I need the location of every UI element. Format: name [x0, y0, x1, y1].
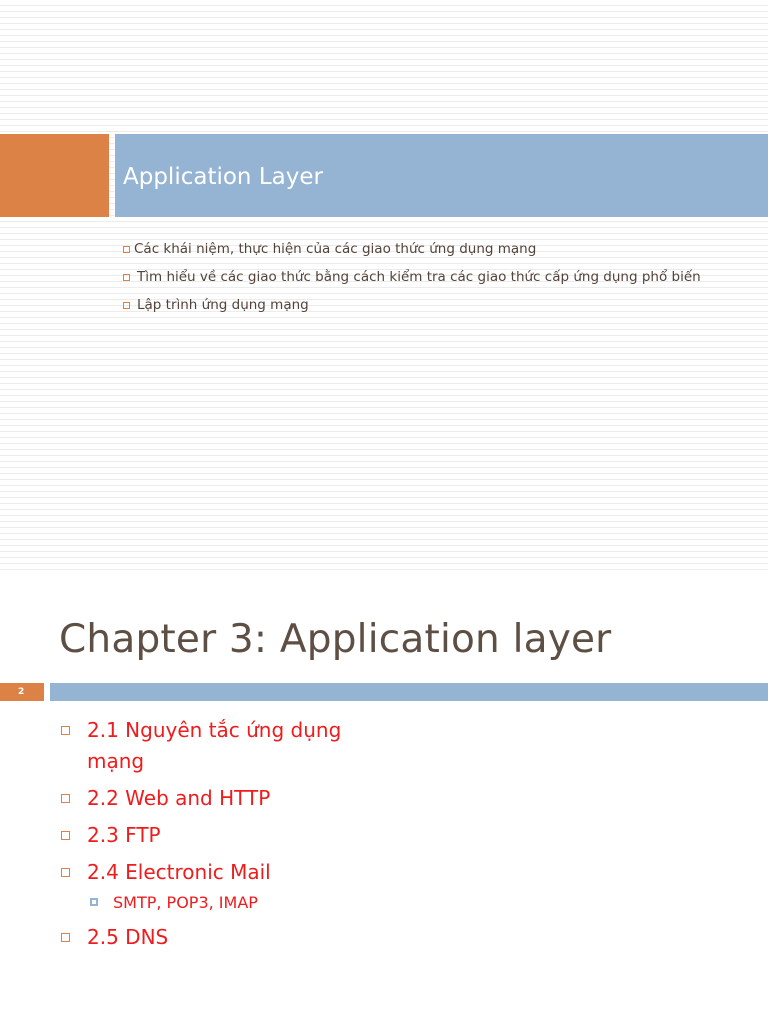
page-number: 2 — [0, 683, 44, 701]
bullet-text: Tìm hiểu về các giao thức bằng cách kiểm tra các giao thức cấp ứng dụng phổ biến — [137, 269, 701, 285]
square-bullet-icon — [61, 868, 70, 877]
item-text: 2.4 Electronic Mail — [87, 860, 271, 884]
list-item — [123, 235, 701, 263]
list-item — [60, 820, 387, 851]
title-underline-bar — [50, 683, 768, 701]
item-text: 2.5 DNS — [87, 925, 169, 949]
slide-2-title: Chapter 3: Application layer — [59, 617, 612, 662]
sub-list-item — [60, 890, 387, 916]
bullet-text: Lập trình ứng dụng mạng — [137, 297, 309, 313]
item-text: 2.2 Web and HTTP — [87, 786, 271, 810]
item-text: 2.1 Nguyên tắc ứng dụng mạng — [87, 718, 342, 773]
square-bullet-icon — [61, 726, 70, 735]
square-bullet-icon — [123, 246, 130, 253]
item-text: 2.3 FTP — [87, 823, 161, 847]
slide-2 — [0, 575, 768, 1024]
square-bullet-icon — [61, 794, 70, 803]
bullet-text: Các khái niệm, thực hiện của các giao thức ứng dụng mạng — [134, 241, 537, 257]
slide-2-bullet-list — [60, 715, 387, 959]
title-accent-block — [0, 134, 109, 217]
square-bullet-icon — [61, 933, 70, 942]
sub-item-text: SMTP, POP3, IMAP — [113, 893, 258, 912]
square-bullet-icon — [123, 302, 130, 309]
square-bullet-icon — [123, 274, 130, 281]
slide-1-bullet-list — [123, 235, 701, 319]
list-item — [60, 857, 387, 888]
filled-square-bullet-icon — [90, 898, 98, 906]
list-item — [123, 263, 701, 291]
square-bullet-icon — [61, 831, 70, 840]
list-item — [60, 922, 387, 953]
list-item — [60, 715, 387, 777]
list-item — [123, 291, 701, 319]
list-item — [60, 783, 387, 814]
slide-1-title: Application Layer — [123, 164, 323, 190]
